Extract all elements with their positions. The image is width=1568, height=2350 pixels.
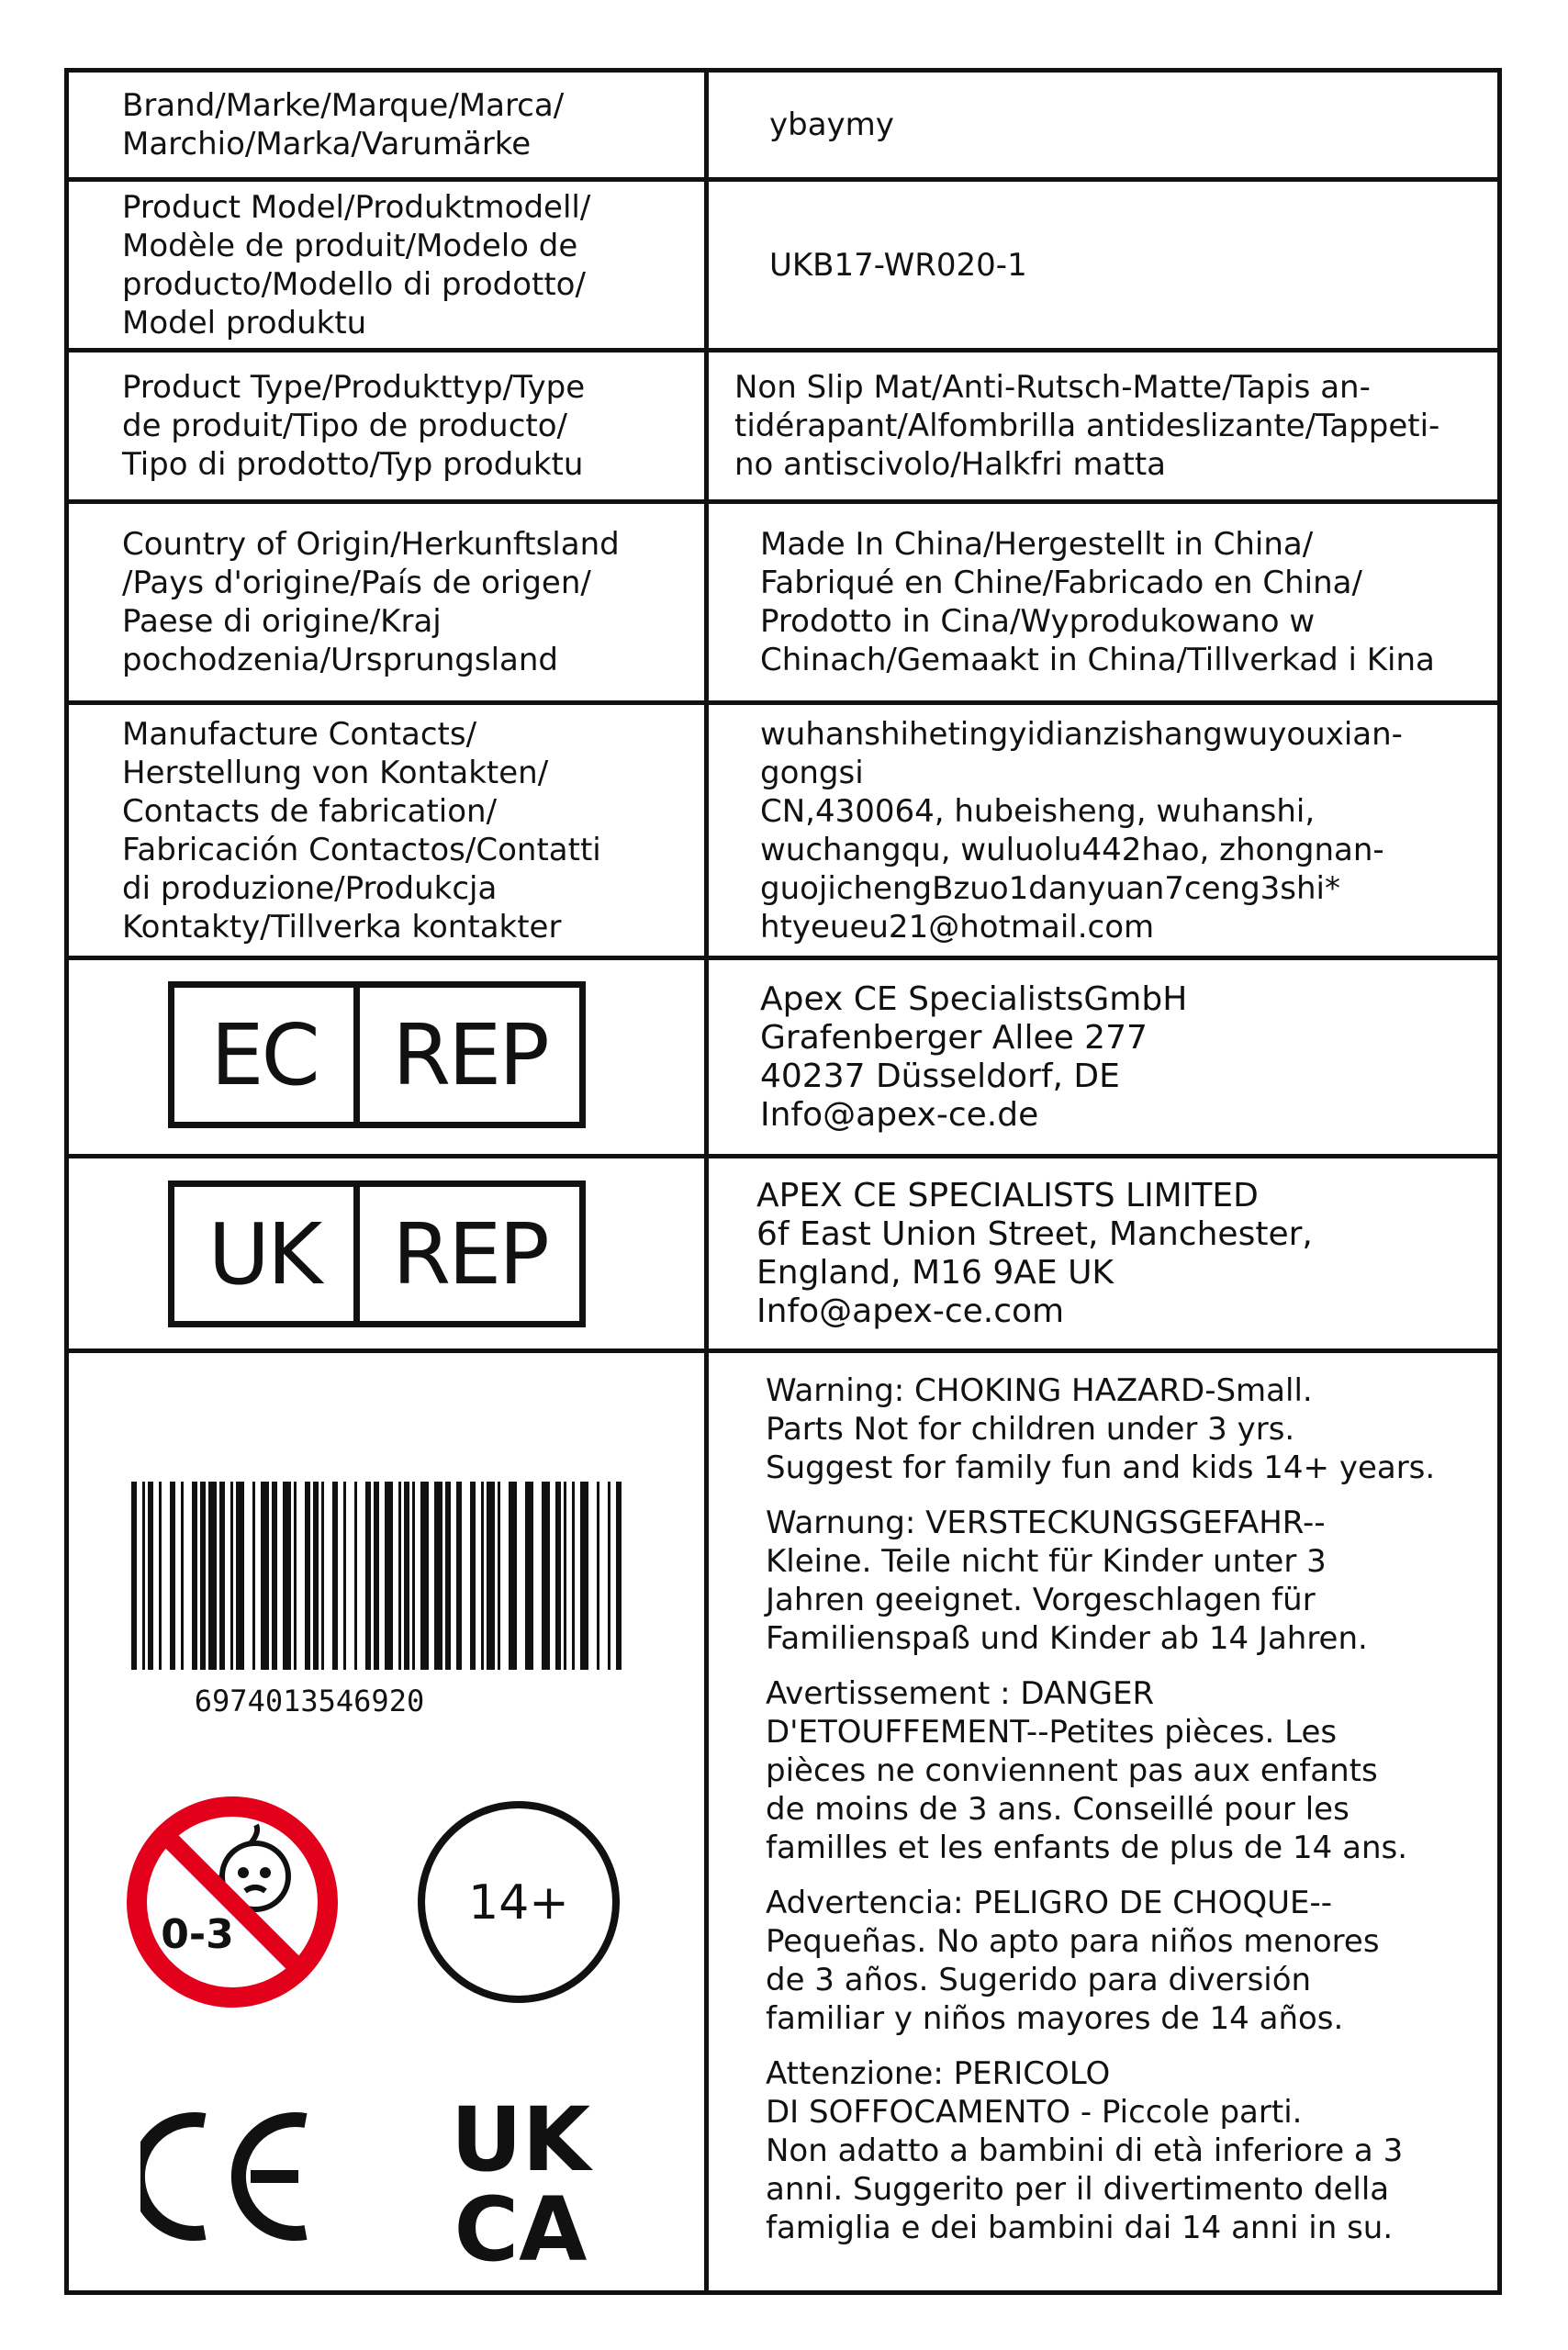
ec-rep-mark <box>168 981 586 1128</box>
barcode-bar <box>148 1482 153 1670</box>
barcode-bar <box>208 1482 217 1670</box>
barcode-bar <box>564 1482 566 1670</box>
symbols-cell <box>69 1353 704 2295</box>
barcode-bar <box>294 1482 297 1670</box>
barcode-bar <box>580 1482 588 1670</box>
origin-label-cell <box>69 504 704 700</box>
barcode-bar <box>509 1482 517 1670</box>
age-badge-text: 14+ <box>468 1875 569 1930</box>
barcode-bar <box>305 1482 310 1670</box>
warning-spanish: Advertencia: PELIGRO DE CHOQUE-- Pequeñas. No apto para niños menores de 3 años. Sugerido para diversión familiar y niños mayores de 14 años. <box>766 1885 1380 2037</box>
type-value-cell <box>709 352 1497 499</box>
barcode-bar <box>374 1482 379 1670</box>
warnings-cell <box>709 1353 1497 2264</box>
barcode-bar <box>332 1482 338 1670</box>
origin-value: Made In China/Hergestellt in China/ Fabriqué en Chine/Fabricado en China/ Prodotto in Cina/Wyprodukowano w Chinach/Gemaakt in China/Tillverkad i Kina <box>760 526 1435 678</box>
barcode-bar <box>597 1482 599 1670</box>
product-label <box>64 68 1502 2295</box>
barcode-bar <box>343 1482 346 1670</box>
barcode-bar <box>131 1482 137 1670</box>
barcode-bar <box>398 1482 401 1670</box>
barcode-bar <box>200 1482 206 1670</box>
model-value: UKB17-WR020-1 <box>769 246 1027 284</box>
brand-label: Brand/Marke/Marque/Marca/ Marchio/Marka/Varumärke <box>122 87 565 162</box>
ec-rep-address: Apex CE SpecialistsGmbH Grafenberger Allee 277 40237 Düsseldorf, DE Info@apex-ce.de <box>760 979 1188 1134</box>
barcode-bar <box>219 1482 225 1670</box>
brand-value-cell <box>709 73 1497 177</box>
type-value: Non Slip Mat/Anti-Rutsch-Matte/Tapis an- tidérapant/Alfombrilla antideslizante/Tappeti- no antiscivolo/Halkfri matta <box>734 369 1440 483</box>
ukca-bottom: CA <box>454 2178 588 2271</box>
ec-rep-mark-right: REP <box>392 1005 547 1104</box>
no-children-under-3-icon <box>122 1792 342 2012</box>
barcode-bar <box>498 1482 500 1670</box>
manufacturer-value-cell <box>709 705 1497 956</box>
barcode-bar <box>192 1482 197 1670</box>
brand-label-cell <box>69 73 704 177</box>
manufacturer-value: wuhanshihetingyidianzishangwuyouxian- gongsi CN,430064, hubeisheng, wuhanshi, wuchangqu, wuluolu442hao, zhongnan- guojichengBzuo1danyuan7ceng3shi* htyeueu21@hotmail.com <box>760 715 1403 946</box>
barcode-bar <box>404 1482 409 1670</box>
barcode-bar <box>170 1482 175 1670</box>
barcode-bar <box>616 1482 622 1670</box>
warning-german: Warnung: VERSTECKUNGSGEFAHR-- Kleine. Teile nicht für Kinder unter 3 Jahren geeignet. Vorgeschlagen für Familienspaß und Kinder ab 14 Jahren. <box>766 1505 1368 1657</box>
ukca-top: UK <box>450 2088 591 2191</box>
barcode-bar <box>542 1482 550 1670</box>
manufacturer-label-cell <box>69 705 704 956</box>
age-14-plus-badge <box>409 1792 629 2012</box>
barcode-bar <box>261 1482 269 1670</box>
barcode <box>131 1482 645 1720</box>
barcode-bar <box>181 1482 184 1670</box>
uk-rep-value-cell <box>709 1158 1497 1348</box>
barcode-bar <box>159 1482 162 1670</box>
barcode-bar <box>283 1482 291 1670</box>
barcode-bar <box>252 1482 255 1670</box>
ukca-mark-icon <box>429 2087 612 2271</box>
barcode-bar <box>412 1482 415 1670</box>
barcode-bar <box>525 1482 533 1670</box>
ec-rep-value-cell <box>709 960 1497 1154</box>
warning-italian: Attenzione: PERICOLO DI SOFFOCAMENTO - Piccole parti. Non adatto a bambini di età inferiore a 3 anni. Suggerito per il divertimento della famiglia e dei bambini dai 14 anni in su. <box>766 2055 1404 2246</box>
barcode-bar <box>354 1482 357 1670</box>
barcode-bar <box>142 1482 145 1670</box>
barcode-bar <box>470 1482 476 1670</box>
barcode-bar <box>272 1482 277 1670</box>
type-label: Product Type/Produkttyp/Type de produit/Tipo de producto/ Tipo di prodotto/Typ produktu <box>122 369 586 483</box>
barcode-bar <box>313 1482 319 1670</box>
origin-label: Country of Origin/Herkunftsland /Pays d'origine/País de origen/ Paese di origine/Kraj pochodzenia/Ursprungsland <box>122 526 620 678</box>
barcode-bar <box>385 1482 393 1670</box>
barcode-bar <box>420 1482 429 1670</box>
model-label: Product Model/Produktmodell/ Modèle de produit/Modelo de producto/Modello di prodotto/ Model produktu <box>122 188 591 341</box>
barcode-bar <box>321 1482 324 1670</box>
barcode-bar <box>481 1482 484 1670</box>
model-label-cell <box>69 182 704 348</box>
warning-french: Avertissement : DANGER D'ETOUFFEMENT--Petites pièces. Les pièces ne conviennent pas aux enfants de moins de 3 ans. Conseillé pour les familles et les enfants de plus de 14 ans. <box>766 1675 1408 1866</box>
uk-rep-mark-right: REP <box>392 1204 547 1304</box>
ec-rep-mark-left: EC <box>174 988 360 1122</box>
warning-english: Warning: CHOKING HAZARD-Small. Parts Not for children under 3 yrs. Suggest for family fun and kids 14+ years. <box>766 1372 1436 1486</box>
barcode-bar <box>230 1482 233 1670</box>
barcode-bar <box>555 1482 561 1670</box>
barcode-bar <box>608 1482 610 1670</box>
barcode-bar <box>572 1482 575 1670</box>
ce-mark-icon <box>140 2108 324 2245</box>
barcode-bar <box>365 1482 371 1670</box>
manufacturer-label: Manufacture Contacts/ Herstellung von Kontakten/ Contacts de fabrication/ Fabricación Contactos/Contatti di produzione/Produkcja Kontakty/Tillverka kontakter <box>122 715 601 946</box>
uk-rep-mark-left: UK <box>174 1187 360 1321</box>
barcode-bar <box>434 1482 442 1670</box>
barcode-bar <box>487 1482 495 1670</box>
barcode-number: 6974013546920 <box>194 1684 425 1718</box>
uk-rep-address: APEX CE SPECIALISTS LIMITED 6f East Union Street, Manchester, England, M16 9AE UK Info@apex-ce.com <box>756 1176 1313 1330</box>
brand-value: ybaymy <box>769 106 894 143</box>
origin-value-cell <box>709 504 1497 700</box>
barcode-bar <box>236 1482 244 1670</box>
uk-rep-mark <box>168 1181 586 1327</box>
model-value-cell <box>709 182 1497 348</box>
barcode-bar <box>456 1482 462 1670</box>
age-warning-text: 0-3 <box>161 1911 234 1958</box>
barcode-bar <box>445 1482 451 1670</box>
type-label-cell <box>69 352 704 499</box>
